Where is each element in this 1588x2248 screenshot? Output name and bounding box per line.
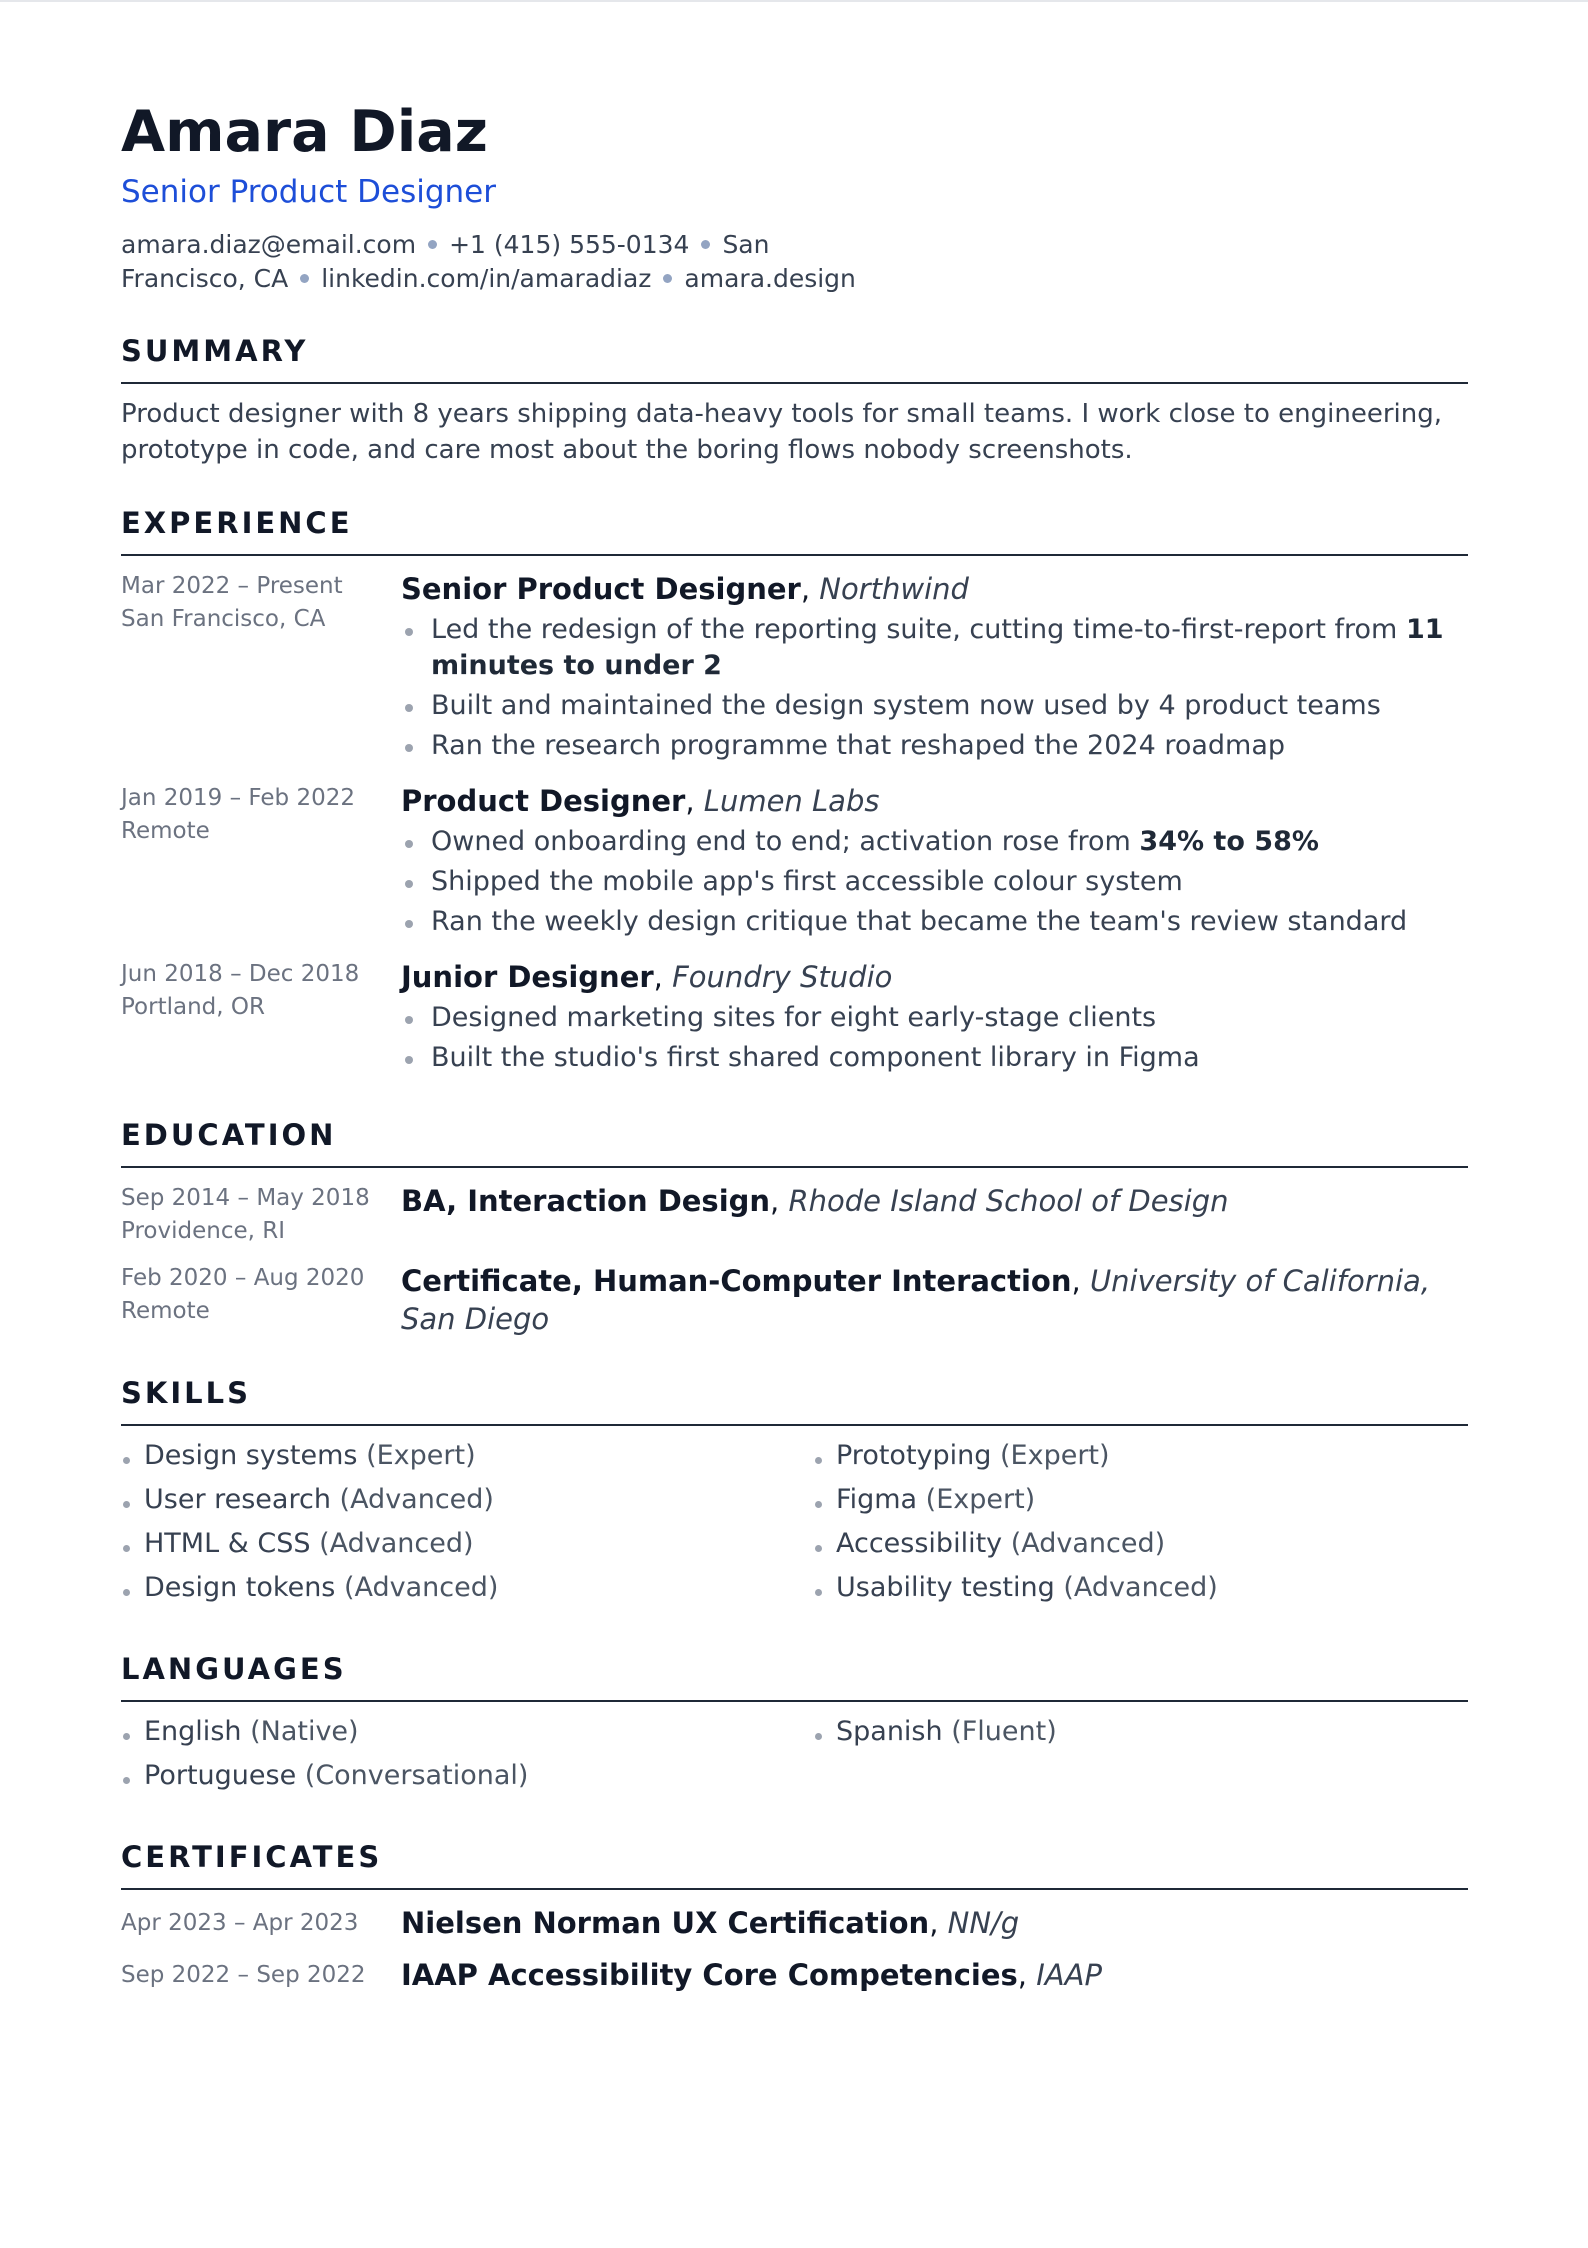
experience-entry: [121, 782, 1468, 944]
certificate-entry: [121, 1956, 1468, 1994]
bullet-item: Owned onboarding end to end; activation rose from 34% to 58%: [401, 824, 1468, 860]
bullet-list: [401, 824, 1468, 940]
entry-location: Remote: [121, 1298, 210, 1324]
organization: Northwind: [819, 572, 969, 606]
entry-dates: Jan 2019 – Feb 2022: [121, 785, 355, 811]
separator-dot-icon: [300, 274, 309, 283]
entry-body: [401, 1182, 1468, 1248]
role-title: Product Designer: [401, 784, 686, 818]
summary-text: Product designer with 8 years shipping data-heavy tools for small teams. I work close to engineering, prototype in code, and care most about the boring flows nobody screenshots.: [121, 399, 1442, 465]
bullet-item: Designed marketing sites for eight early-stage clients: [401, 1000, 1468, 1036]
skill-item: Usability testing (Advanced): [813, 1570, 1463, 1606]
entry-dates: Mar 2022 – Present: [121, 573, 343, 599]
degree-line: BA, Interaction Design, Rhode Island School of Design: [401, 1184, 1229, 1218]
entry-body: [401, 1262, 1468, 1338]
bullet-item: Built the studio's first shared component library in Figma: [401, 1040, 1468, 1076]
skills-list: [121, 1438, 1468, 1614]
education-entry: [121, 1262, 1468, 1338]
section-heading-languages: LANGUAGES: [121, 1650, 1468, 1702]
bullet-item: Built and maintained the design system now used by 4 product teams: [401, 688, 1468, 724]
experience-entry: [121, 570, 1468, 768]
degree-line: Certificate, Human-Computer Interaction, University of California, San Diego: [401, 1264, 1431, 1336]
certificate-entry: [121, 1904, 1468, 1942]
skill-item: Accessibility (Advanced): [813, 1526, 1463, 1562]
entry-body: [401, 782, 1468, 944]
skill-item: Design systems (Expert): [121, 1438, 813, 1474]
certificate-issuer: IAAP: [1036, 1958, 1102, 1992]
resume-page: [121, 96, 1468, 1994]
page-top-edge: [0, 0, 1588, 2]
contact-line: [121, 228, 901, 296]
entry-meta: [121, 958, 401, 1080]
entry-meta: [121, 1262, 401, 1338]
section-heading-education: EDUCATION: [121, 1116, 1468, 1168]
bullet-item: Ran the research programme that reshaped the 2024 roadmap: [401, 728, 1468, 764]
entry-location: Providence, RI: [121, 1218, 285, 1244]
role-line: Product Designer, Lumen Labs: [401, 784, 880, 818]
entry-meta: [121, 570, 401, 768]
entry-dates: Sep 2014 – May 2018: [121, 1185, 370, 1211]
degree: Certificate, Human-Computer Interaction: [401, 1264, 1072, 1298]
organization: Foundry Studio: [672, 960, 893, 994]
school: Rhode Island School of Design: [788, 1184, 1229, 1218]
certificate-name: IAAP Accessibility Core Competencies: [401, 1958, 1018, 1992]
bullet-item: Led the redesign of the reporting suite, cutting time-to-first-report from 11 minutes to under 2: [401, 612, 1468, 684]
bullet-item: Shipped the mobile app's first accessible colour system: [401, 864, 1468, 900]
skill-item: Design tokens (Advanced): [121, 1570, 813, 1606]
skill-item: Prototyping (Expert): [813, 1438, 1463, 1474]
role-line: Senior Product Designer, Northwind: [401, 572, 969, 606]
language-item: English (Native): [121, 1714, 813, 1750]
bullet-list: [401, 1000, 1468, 1076]
skill-item: User research (Advanced): [121, 1482, 813, 1518]
contact-linkedin[interactable]: linkedin.com/in/amaradiaz: [321, 264, 652, 293]
entry-body: [401, 570, 1468, 768]
contact-website[interactable]: amara.design: [684, 264, 856, 293]
degree: BA, Interaction Design: [401, 1184, 771, 1218]
contact-location: San Francisco, CA: [121, 230, 770, 293]
role-line: Junior Designer, Foundry Studio: [401, 960, 893, 994]
entry-dates: Apr 2023 – Apr 2023: [121, 1910, 359, 1936]
entry-meta: [121, 782, 401, 944]
certificate-name: Nielsen Norman UX Certification: [401, 1906, 930, 1940]
skill-item: HTML & CSS (Advanced): [121, 1526, 813, 1562]
bullet-item: Ran the weekly design critique that became the team's review standard: [401, 904, 1468, 940]
language-item: Portuguese (Conversational): [121, 1758, 813, 1794]
highlight-text: 11 minutes to under 2: [431, 614, 1444, 681]
entry-location: Portland, OR: [121, 994, 265, 1020]
entry-body: [401, 958, 1468, 1080]
entry-location: Remote: [121, 818, 210, 844]
candidate-title: Senior Product Designer: [121, 174, 496, 210]
entry-location: San Francisco, CA: [121, 606, 326, 632]
contact-phone[interactable]: +1 (415) 555-0134: [449, 230, 690, 259]
section-heading-skills: SKILLS: [121, 1374, 1468, 1426]
section-heading-certificates: CERTIFICATES: [121, 1838, 1468, 1890]
separator-dot-icon: [701, 240, 710, 249]
certificate-line: IAAP Accessibility Core Competencies, IAAP: [401, 1958, 1102, 1992]
role-title: Junior Designer: [401, 960, 654, 994]
separator-dot-icon: [428, 240, 437, 249]
certificate-line: Nielsen Norman UX Certification, NN/g: [401, 1906, 1020, 1940]
section-heading-experience: EXPERIENCE: [121, 504, 1468, 556]
languages-list: [121, 1714, 1468, 1802]
organization: Lumen Labs: [703, 784, 880, 818]
candidate-name: Amara Diaz: [121, 99, 488, 165]
contact-email[interactable]: amara.diaz@email.com: [121, 230, 417, 259]
bullet-list: [401, 612, 1468, 764]
separator-dot-icon: [663, 274, 672, 283]
section-heading-summary: SUMMARY: [121, 332, 1468, 384]
entry-meta: [121, 1182, 401, 1248]
experience-entry: [121, 958, 1468, 1080]
language-item: Spanish (Fluent): [813, 1714, 1463, 1750]
skill-item: Figma (Expert): [813, 1482, 1463, 1518]
entry-dates: Jun 2018 – Dec 2018: [121, 961, 360, 987]
role-title: Senior Product Designer: [401, 572, 801, 606]
entry-dates: Sep 2022 – Sep 2022: [121, 1962, 366, 1988]
school: University of California, San Diego: [401, 1264, 1431, 1336]
highlight-text: 34% to 58%: [1139, 826, 1319, 857]
entry-dates: Feb 2020 – Aug 2020: [121, 1265, 365, 1291]
certificate-issuer: NN/g: [947, 1906, 1020, 1940]
education-entry: [121, 1182, 1468, 1248]
